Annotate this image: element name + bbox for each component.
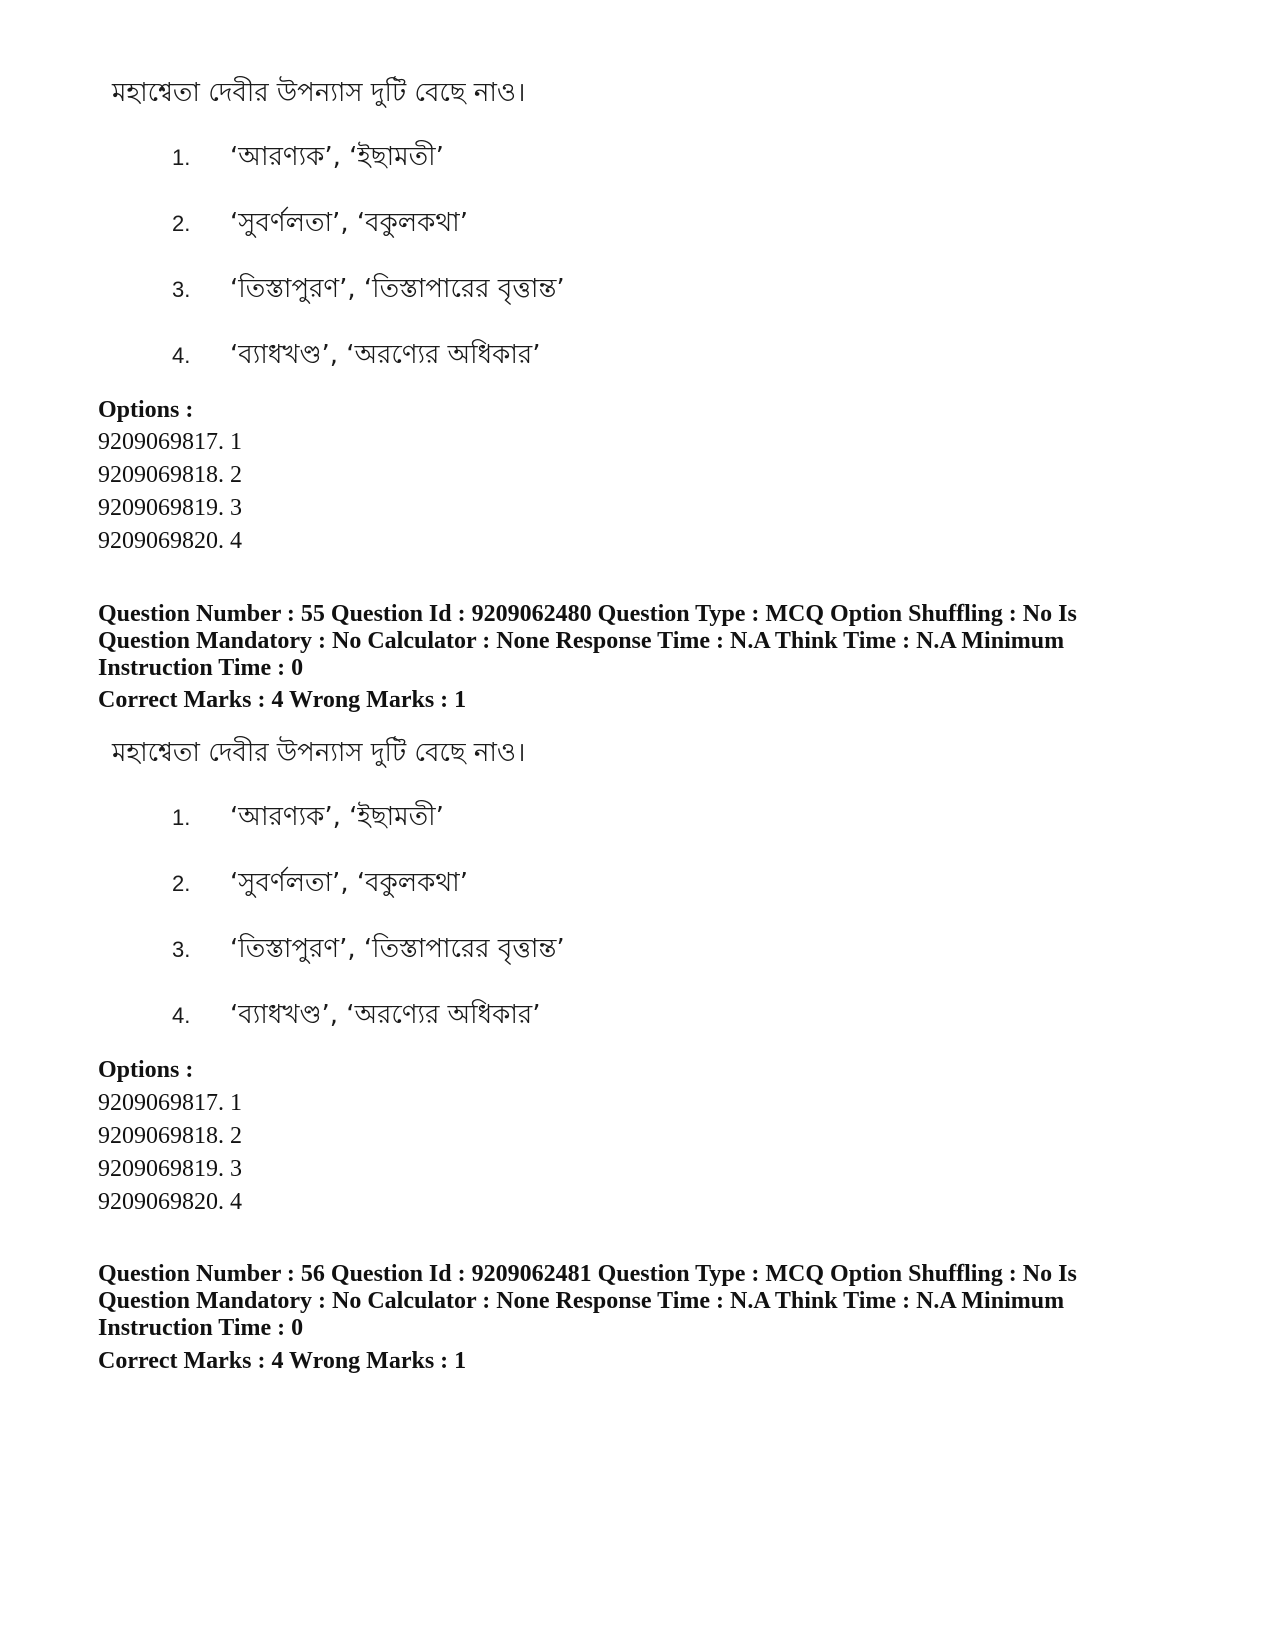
question-image-top — [100, 76, 700, 376]
option-item: 9209069817. 1 — [98, 1090, 242, 1116]
question-item-3 — [172, 928, 565, 972]
question-item-text: ‘সুবর্ণলতা’, ‘বকুলকথা’ — [230, 868, 468, 898]
question-item-2 — [172, 202, 468, 246]
question-meta-line: Question Mandatory : No Calculator : None Response Time : N.A Think Time : N.A Minimum — [98, 628, 1065, 654]
option-item: 9209069820. 4 — [98, 528, 242, 554]
question-item-number: 4. — [172, 1003, 191, 1028]
question-item-text: ‘ব্যাধখণ্ড’, ‘অরণ্যের অধিকার’ — [230, 1000, 541, 1030]
question-item-number: 1. — [172, 805, 191, 830]
question-stem: মহাশ্বেতা দেবীর উপন্যাস দুটি বেছে নাও। — [112, 738, 526, 768]
question-item-3 — [172, 268, 565, 312]
question-item-number: 3. — [172, 937, 191, 962]
option-item: 9209069818. 2 — [98, 1123, 242, 1149]
options-label: Options : — [98, 1057, 194, 1083]
question-item-text: ‘তিস্তাপুরণ’, ‘তিস্তাপারের বৃত্তান্ত’ — [230, 274, 565, 304]
question-item-4 — [172, 994, 540, 1038]
question-55-marks: Correct Marks : 4 Wrong Marks : 1 — [98, 687, 467, 713]
question-image-55 — [100, 736, 700, 1036]
question-meta-line: Question Number : 56 Question Id : 9209062481 Question Type : MCQ Option Shuffling : No Is — [98, 1261, 1077, 1287]
option-item: 9209069819. 3 — [98, 1156, 242, 1182]
question-56-meta — [98, 1261, 1178, 1342]
question-item-text: ‘তিস্তাপুরণ’, ‘তিস্তাপারের বৃত্তান্ত’ — [230, 934, 565, 964]
option-item: 9209069820. 4 — [98, 1189, 242, 1215]
option-item: 9209069818. 2 — [98, 462, 242, 488]
question-item-text: ‘আরণ্যক’, ‘ইছামতী’ — [230, 142, 444, 172]
question-item-1 — [172, 136, 444, 180]
question-meta-line: Instruction Time : 0 — [98, 1315, 304, 1341]
question-item-text: ‘ব্যাধখণ্ড’, ‘অরণ্যের অধিকার’ — [230, 340, 541, 370]
question-meta-line: Instruction Time : 0 — [98, 655, 304, 681]
options-list — [98, 428, 242, 560]
question-56-marks: Correct Marks : 4 Wrong Marks : 1 — [98, 1348, 467, 1374]
options-label: Options : — [98, 397, 194, 423]
option-item: 9209069819. 3 — [98, 495, 242, 521]
question-item-1 — [172, 796, 444, 840]
question-item-number: 3. — [172, 277, 191, 302]
option-item: 9209069817. 1 — [98, 429, 242, 455]
question-meta-line: Question Number : 55 Question Id : 9209062480 Question Type : MCQ Option Shuffling : No Is — [98, 601, 1077, 627]
options-list — [98, 1089, 242, 1221]
question-55-meta — [98, 601, 1178, 682]
question-item-number: 2. — [172, 211, 191, 236]
question-item-number: 1. — [172, 145, 191, 170]
question-stem: মহাশ্বেতা দেবীর উপন্যাস দুটি বেছে নাও। — [112, 78, 526, 108]
question-item-2 — [172, 862, 468, 906]
question-meta-line: Question Mandatory : No Calculator : None Response Time : N.A Think Time : N.A Minimum — [98, 1288, 1065, 1314]
question-item-4 — [172, 334, 540, 378]
question-item-text: ‘সুবর্ণলতা’, ‘বকুলকথা’ — [230, 208, 468, 238]
question-item-number: 2. — [172, 871, 191, 896]
question-item-number: 4. — [172, 343, 191, 368]
question-item-text: ‘আরণ্যক’, ‘ইছামতী’ — [230, 802, 444, 832]
